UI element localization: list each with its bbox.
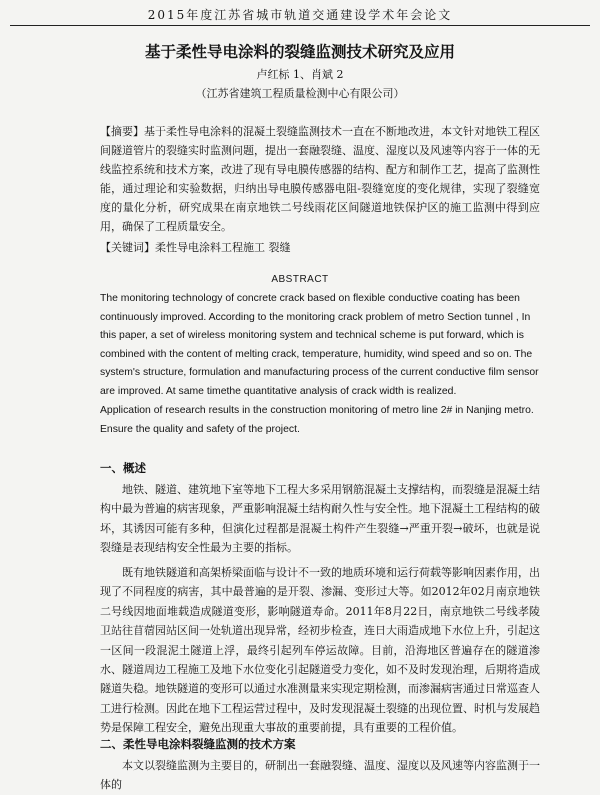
section-1-heading: 一、概述 xyxy=(100,461,146,475)
header-divider xyxy=(10,25,590,26)
chinese-keywords: 【关键词】柔性导电涂料工程施工 裂缝 xyxy=(100,241,291,254)
chinese-abstract: 【摘要】基于柔性导电涂料的混凝土裂缝监测技术一直在不断地改进，本文针对地铁工程区间隧道管片的裂缝实时监测问题，提出一套融裂缝、温度、湿度以及风速等内容于一体的无线监控系统和技术方案，改进了现有导电膜传感器的结构、配方和制作工艺，提高了监测性能，通过理论和实验数据，归纳出导电膜传感器电阻-裂缝宽度的变化规律，实现了裂缝宽度的量化分析，研究成果在南京地铁二号线雨花区间隧道地铁保护区的施工监测中得到应用，确保了工程质量安全。 xyxy=(100,125,540,233)
english-application: Application of research results in the construction monitoring of metro line 2# in Nanjing metro. Ensure the quality and safety of the project. xyxy=(100,405,534,435)
abstract-heading: ABSTRACT xyxy=(271,274,329,285)
paper-affiliation: （江苏省建筑工程质量检测中心有限公司） xyxy=(195,87,405,100)
section-2-heading: 二、柔性导电涂料裂缝监测的技术方案 xyxy=(100,737,296,751)
paper-title: 基于柔性导电涂料的裂缝监测技术研究及应用 xyxy=(144,43,455,61)
section-1-paragraph-1: 地铁、隧道、建筑地下室等地下工程大多采用钢筋混凝土支撑结构，而裂缝是混凝土结构中最为普遍的病害现象，严重影响混凝土结构耐久性与安全性。地下混凝土工程结构的破坏，其诱因可能有多种，但演化过程都是混凝土构件产生裂缝→严重开裂→破坏，也就是说裂缝是表现结构安全性最为主要的指标。 xyxy=(100,483,540,555)
section-2-paragraph-1: 本文以裂缝监测为主要目的，研制出一套融裂缝、温度、湿度以及风速等内容监测于一体的 xyxy=(100,759,540,792)
running-header: 2015年度江苏省城市轨道交通建设学术年会论文 xyxy=(147,8,453,22)
paper-authors: 卢红标 1、肖斌 2 xyxy=(256,68,344,81)
section-1-paragraph-2: 既有地铁隧道和高架桥梁面临与设计不一致的地质环境和运行荷载等影响因素作用，出现了不同程度的病害，其中最普遍的是开裂、渗漏、变形过大等。如2012年02月南京地铁二号线因地面堆载造成隧道变形，影响隧道寿命。2011年8月22日，南京地铁二号线孝陵卫站往苜蓿园站区间一处轨道出现异常，经初步检查，连日大雨造成地下水位上升，引起这一区间一段混泥土隧道上浮，最终引起列车停运故障。目前，沿海地区普遍存在的隧道渗水、隧道周边工程施工及地下水位变化引起隧道受力变化，如不及时发现治理，后期将造成隧道失稳。地铁隧道的变形可以通过水准测量来实现定期检测，而渗漏病害通过日常巡查人工进行检测。因此在地下工程运营过程中，及时发现混凝土裂缝的出现位置、时机与发展趋势是保障工程安全，避免出现重大事故的重要前提，具有重要的工程价值。 xyxy=(100,566,540,735)
english-abstract: The monitoring technology of concrete crack based on flexible conductive coating has been continuously improved. According to the monitoring crack problem of metro Section tunnel , In this paper, a set of wireless monitoring system and technical scheme is put forward, which is combined with the content of melting crack, temperature, humidity, wind speed and so on. The system's structure, formulation and manufacturing process of the current conductive film sensor are improved. At same timethe quantitative analysis of crack width is realized. xyxy=(100,293,539,397)
